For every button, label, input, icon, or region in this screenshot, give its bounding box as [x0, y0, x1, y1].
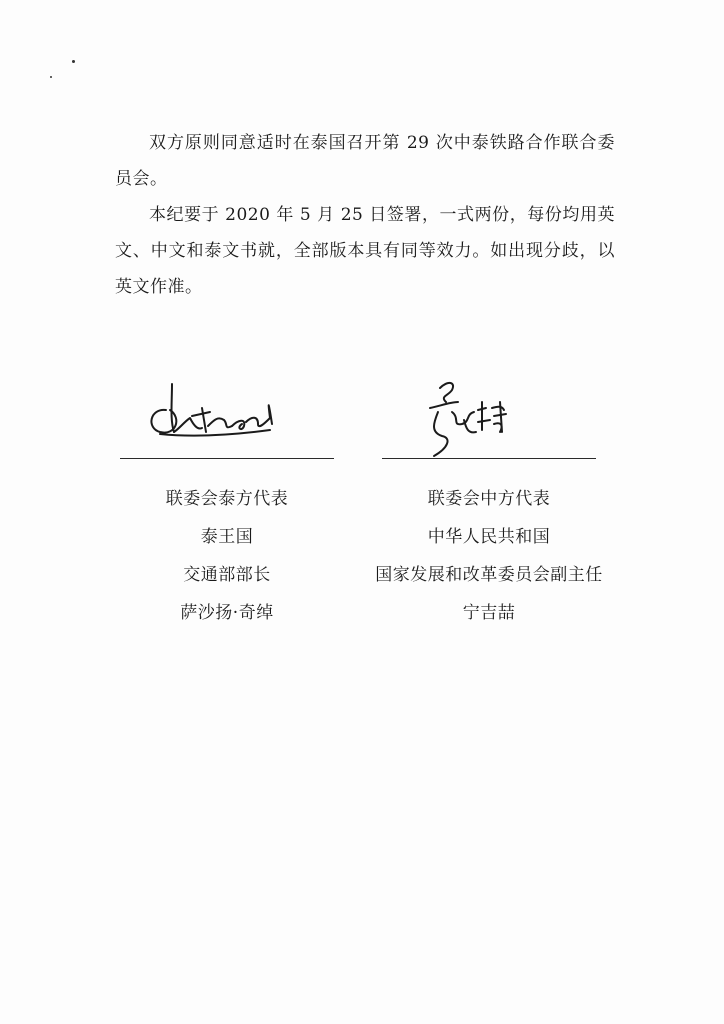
thai-representative-role: 联委会泰方代表: [165, 489, 289, 509]
thai-handwritten-signature: [120, 372, 334, 460]
chinese-representative-role: 联委会中方代表: [427, 489, 551, 509]
thai-representative-country: 泰王国: [200, 527, 254, 547]
thai-representative-title: 交通部部长: [183, 565, 271, 585]
chinese-representative-name: 宁吉喆: [462, 603, 516, 623]
closing-paragraph-signing: 本纪要于 2020 年 5 月 25 日签署，一式两份，每份均用英文、中文和泰文书就，全部版本具有同等效力。如出现分歧，以英文作准。: [115, 205, 615, 297]
chinese-handwritten-signature: [382, 372, 596, 460]
chinese-signature-block: [382, 372, 596, 462]
thai-representative: [97, 480, 357, 632]
chinese-representative-title: 国家发展和改革委员会副主任: [375, 565, 603, 585]
signature-line: [120, 458, 334, 459]
signature-line: [382, 458, 596, 459]
thai-signature-block: [120, 372, 334, 462]
chinese-representative: [359, 480, 619, 632]
thai-representative-name: 萨沙扬·奇绰: [180, 603, 274, 623]
closing-paragraph-meeting: 双方原则同意适时在泰国召开第 29 次中泰铁路合作联合委员会。: [115, 133, 615, 189]
scan-speck: [72, 60, 75, 63]
scan-speck: [50, 76, 52, 78]
chinese-representative-country: 中华人民共和国: [427, 527, 551, 547]
